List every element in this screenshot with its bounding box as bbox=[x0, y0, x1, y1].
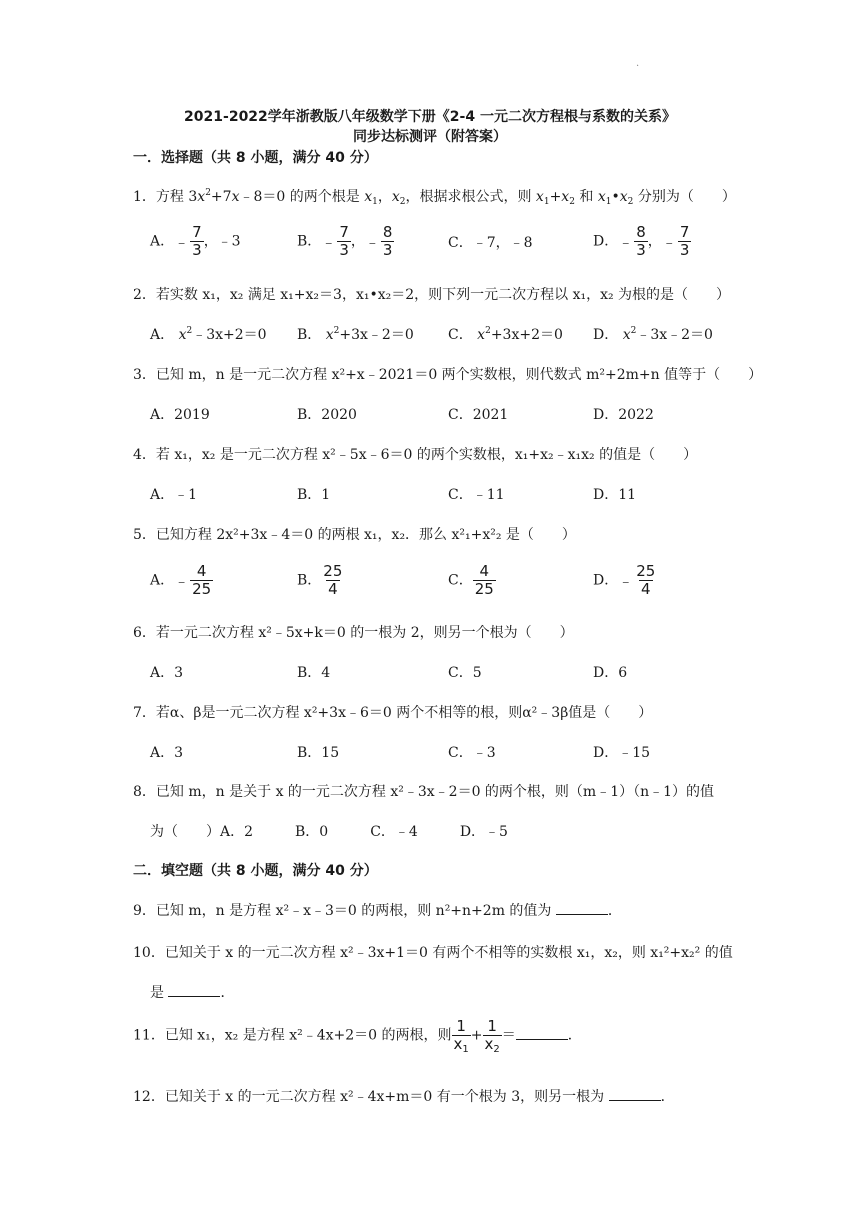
q5-option-c bbox=[448, 563, 496, 598]
option-text: ﹣7，﹣8 bbox=[472, 235, 533, 251]
question-number: 12． bbox=[133, 1089, 165, 1105]
fraction: $\frac{25}{4}$ bbox=[323, 562, 343, 598]
question-number: 5． bbox=[133, 527, 156, 543]
question-number: 1． bbox=[133, 189, 156, 205]
page-title: 2021-2022学年浙教版八年级数学下册《2-4 一元二次方程根与系数的关系》 bbox=[184, 109, 676, 125]
section-heading-fill: 二．填空题（共 8 小题，满分 40 分） bbox=[133, 863, 378, 879]
q4-option-c: C．﹣11 bbox=[448, 487, 505, 503]
fraction: $\frac{1}{x_1}$ bbox=[453, 1017, 469, 1055]
q7-option-a: A．3 bbox=[150, 745, 184, 761]
q3-option-d: D．2022 bbox=[593, 407, 654, 423]
q7-option-c: C．﹣3 bbox=[448, 745, 496, 761]
fraction: $\frac{4}{25}$ bbox=[474, 562, 494, 598]
option-text: +3x+2＝0 bbox=[490, 327, 563, 343]
fraction: $\frac{4}{25}$ bbox=[192, 562, 212, 598]
question-number: 11． bbox=[133, 1027, 165, 1044]
question-8 bbox=[133, 781, 714, 801]
q11-text: ． bbox=[567, 1027, 582, 1044]
question-number: 8． bbox=[133, 784, 156, 800]
question-12 bbox=[133, 1086, 675, 1106]
option-label: C． bbox=[448, 235, 473, 251]
q2-option-d: D． $x^2﹣3x﹣2=0$ bbox=[593, 326, 713, 343]
option-label: B． bbox=[297, 572, 322, 589]
question-2 bbox=[133, 284, 730, 304]
q5-option-a: A．﹣ $\frac{4}{25}$ bbox=[150, 562, 212, 598]
q1-option-d: D．﹣ $\frac{8}{3}$ ，﹣ $\frac{7}{3}$ bbox=[593, 223, 690, 259]
q5-text: 已知方程 2x²+3x﹣4＝0 的两根 x₁，x₂．那么 x²₁+x²₂ 是（ ） bbox=[155, 527, 576, 543]
option-label: D． bbox=[593, 233, 619, 250]
corner-mark: . bbox=[636, 58, 640, 69]
question-5 bbox=[133, 524, 576, 544]
q1-text: ﹣8＝0 的两个根是 bbox=[239, 189, 360, 205]
q10-text: 已知关于 x 的一元二次方程 x²﹣3x+1＝0 有两个不相等的实数根 x₁，x₂，则 x₁²+x₂² 的值 bbox=[164, 945, 733, 961]
q3-option-c: C．2021 bbox=[448, 407, 509, 423]
q9-text: ． bbox=[607, 903, 622, 919]
option-label: A． bbox=[150, 572, 175, 589]
q2-option-a: A． $x^2﹣3x+2=0$ bbox=[150, 326, 267, 343]
q10-text: ． bbox=[220, 985, 235, 1001]
question-10 bbox=[133, 942, 733, 962]
question-8-line2: 为（ ）A．2 B．0 C．﹣4 D．﹣5 bbox=[150, 824, 508, 840]
q6-text: 若一元二次方程 x²﹣5x+k＝0 的一根为 2，则另一个根为（ ） bbox=[155, 625, 574, 641]
fraction: $\frac{25}{4}$ bbox=[636, 562, 656, 598]
q1-text: 分别为（ ） bbox=[637, 189, 736, 205]
option-label: B． bbox=[297, 327, 322, 343]
question-1: 1．方程 $3x^2+7x﹣8=0$ 的两个根是 $x_1$，$x_2$，根据求根公式，则 $x_1+x_2$ 和 $x_1•x_2$ 分别为（ ） bbox=[133, 188, 736, 207]
q1-text: 方程 3 bbox=[155, 189, 198, 205]
q5-option-b bbox=[297, 563, 344, 598]
q6-option-c: C．5 bbox=[448, 665, 482, 681]
q4-text: 若 x₁，x₂ 是一元二次方程 x²﹣5x﹣6＝0 的两个实数根，x₁+x₂﹣x₁x₂ 的值是（ ） bbox=[155, 447, 698, 463]
option-text: +3x﹣2＝0 bbox=[339, 327, 414, 343]
option-text: ﹣3x﹣2＝0 bbox=[636, 327, 713, 343]
q12-text: ． bbox=[660, 1089, 675, 1105]
question-7 bbox=[133, 702, 652, 722]
page-subtitle: 同步达标测评（附答案） bbox=[353, 129, 507, 145]
q7-text: 若α、β是一元二次方程 x²+3x﹣6＝0 两个不相等的根，则α²﹣3β值是（ ） bbox=[155, 705, 653, 721]
q11-text: ＝ bbox=[501, 1027, 516, 1044]
q2-option-b: B． $x^2+3x﹣2=0$ bbox=[297, 326, 414, 343]
answer-blank[interactable] bbox=[516, 1027, 568, 1040]
fraction: $\frac{7}{3}$ bbox=[192, 223, 202, 259]
option-label: A． bbox=[150, 233, 175, 250]
question-9 bbox=[133, 900, 622, 920]
q8-text: 已知 m，n 是关于 x 的一元二次方程 x²﹣3x﹣2＝0 的两个根，则（m﹣1）（n﹣1）的值 bbox=[155, 784, 715, 800]
question-10-line2 bbox=[150, 982, 234, 1002]
answer-blank[interactable] bbox=[609, 1088, 661, 1101]
question-3 bbox=[133, 364, 762, 384]
q6-option-b: B．4 bbox=[297, 665, 331, 681]
q12-text: 已知关于 x 的一元二次方程 x²﹣4x+m＝0 有一个根为 3，则另一根为 bbox=[164, 1089, 605, 1105]
q5-option-d: D．﹣ $\frac{25}{4}$ bbox=[593, 562, 656, 598]
answer-blank[interactable] bbox=[556, 902, 608, 915]
fraction: $\frac{7}{3}$ bbox=[339, 223, 349, 259]
q6-option-d: D．6 bbox=[593, 665, 628, 681]
fraction: $\frac{1}{x_2}$ bbox=[484, 1017, 500, 1055]
q9-text: 已知 m，n 是方程 x²﹣x﹣3＝0 的两根，则 n²+n+2m 的值为 bbox=[155, 903, 552, 919]
option-text: ﹣3x+2＝0 bbox=[192, 327, 267, 343]
option-text: ，﹣3 bbox=[203, 233, 241, 250]
question-number: 4． bbox=[133, 447, 156, 463]
question-number: 9． bbox=[133, 903, 156, 919]
option-label: D． bbox=[593, 327, 619, 343]
q1-text: 和 bbox=[579, 189, 594, 205]
q3-option-a: A．2019 bbox=[150, 407, 210, 423]
option-label: A． bbox=[150, 327, 175, 343]
q3-text: 已知 m，n 是一元二次方程 x²+x﹣2021＝0 两个实数根，则代数式 m²+2m+n 值等于（ ） bbox=[155, 367, 763, 383]
option-label: C． bbox=[448, 572, 473, 589]
q6-option-a: A．3 bbox=[150, 665, 184, 681]
answer-blank[interactable] bbox=[168, 984, 220, 997]
plus-sign: + bbox=[470, 1027, 483, 1044]
question-number: 6． bbox=[133, 625, 156, 641]
q2-text: 若实数 x₁，x₂ 满足 x₁+x₂＝3，x₁•x₂＝2，则下列一元二次方程以 x₁，x₂ 为根的是（ ） bbox=[155, 287, 731, 303]
fraction: $\frac{8}{3}$ bbox=[636, 223, 646, 259]
question-4 bbox=[133, 444, 697, 464]
q1-text: +7 bbox=[210, 189, 232, 205]
q1-option-b: B．﹣ $\frac{7}{3}$ ，﹣ $\frac{8}{3}$ bbox=[297, 223, 393, 259]
q3-option-b: B．2020 bbox=[297, 407, 357, 423]
q1-text: ，根据求根公式，则 bbox=[405, 189, 532, 205]
question-number: 2． bbox=[133, 287, 156, 303]
question-number: 10． bbox=[133, 945, 165, 961]
q4-option-b: B．1 bbox=[297, 487, 331, 503]
fraction: $\frac{8}{3}$ bbox=[382, 223, 393, 259]
question-6 bbox=[133, 622, 574, 642]
q7-option-d: D．﹣15 bbox=[593, 745, 651, 761]
question-number: 3． bbox=[133, 367, 156, 383]
option-label: C． bbox=[448, 327, 473, 343]
question-number: 7． bbox=[133, 705, 156, 721]
q1-option-c bbox=[448, 232, 533, 252]
q11-text: 已知 x₁，x₂ 是方程 x²﹣4x+2＝0 的两根，则 bbox=[164, 1027, 452, 1044]
option-label: D． bbox=[593, 572, 619, 589]
q7-option-b: B．15 bbox=[297, 745, 340, 761]
q10-text: 是 bbox=[150, 985, 164, 1001]
question-11 bbox=[133, 1018, 582, 1053]
q4-option-a: A．﹣1 bbox=[150, 487, 198, 503]
section-heading-choice: 一．选择题（共 8 小题，满分 40 分） bbox=[133, 150, 378, 166]
option-label: B． bbox=[297, 233, 322, 250]
q1-option-a: A．﹣ $\frac{7}{3}$ ，﹣3 bbox=[150, 223, 241, 259]
q4-option-d: D．11 bbox=[593, 487, 637, 503]
fraction: $\frac{7}{3}$ bbox=[679, 223, 690, 259]
q2-option-c: C． $x^2+3x+2=0$ bbox=[448, 326, 563, 343]
